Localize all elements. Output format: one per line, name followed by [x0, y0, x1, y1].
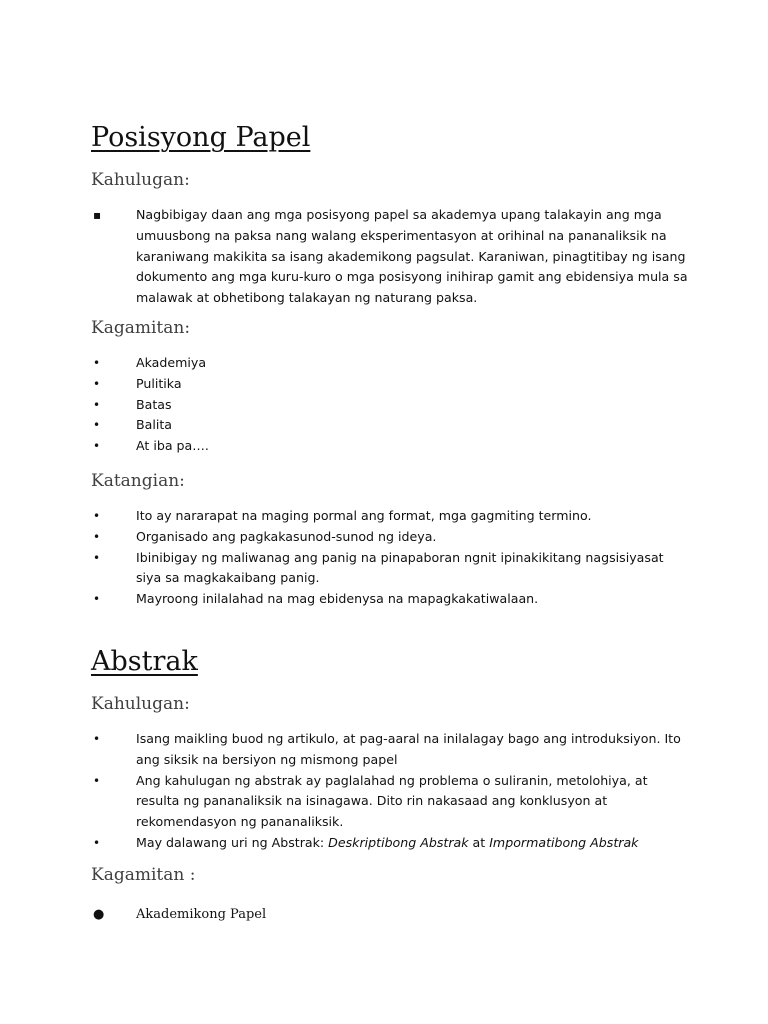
list-item-text: Organisado ang pagkakasunod-sunod ng ideya. [136, 528, 437, 544]
bullet-icon: • [93, 550, 101, 565]
list-item [91, 436, 591, 457]
list-item [91, 374, 591, 395]
kahulugan-heading: Kahulugan: [91, 170, 190, 190]
list-item [91, 833, 691, 854]
abstrak-kahulugan-list [91, 729, 691, 854]
bullet-icon: • [93, 773, 101, 788]
list-item-text: Ang kahulugan ng abstrak ay paglalahad ng problema o suliranin, metolohiya, at resulta ng pananaliksik na isinagawa. Dito rin nakasaad ang konklusyon at rekomendasyon ng pananaliksik. [136, 772, 648, 830]
list-item-text: Mayroong inilalahad na mag ebidenysa na mapagkakatiwalaan. [136, 591, 539, 607]
list-item-text: Pulitika [136, 375, 182, 391]
list-item [91, 415, 591, 436]
kahulugan-list [91, 205, 691, 309]
abstrak-kagamitan-list [91, 905, 591, 926]
list-item [91, 771, 691, 833]
list-item-text: Isang maikling buod ng artikulo, at pag-aaral na inilalagay bago ang introduksiyon. Ito ang siksik na bersiyon ng mismong papel [136, 731, 681, 767]
list-item [91, 527, 691, 548]
bullet-icon: • [93, 509, 101, 523]
bullet-icon: • [93, 592, 101, 607]
katangian-list [91, 506, 691, 610]
bullet-icon: • [93, 732, 101, 746]
list-item [91, 905, 591, 926]
kagamitan-list [91, 353, 591, 457]
bullet-icon: ● [93, 907, 105, 922]
bullet-icon: • [93, 439, 101, 454]
list-item [91, 729, 691, 771]
kagamitan-heading: Kagamitan: [91, 318, 191, 338]
list-item-text: Ito ay nararapat na maging pormal ang format, mga gagmiting termino. [136, 508, 592, 523]
list-item-text [136, 833, 691, 854]
list-item-text: Nagbibigay daan ang mga posisyong papel sa akademya upang talakayin ang mga umuusbong na paksa nang walang eksperimentasyon at orihinal na pananaliksik na karaniwang makikita sa isang akademikong pagsulat. Karaniwan, pinagtitibay ng isang dokumento ang mga kuru-kuro o mga posisyong inihirap gamit ang ebidensiya mula sa malawak at obhetibong talakayan ng naturang paksa. [136, 207, 688, 306]
uri-prefix: May dalawang uri ng Abstrak: [136, 834, 329, 850]
list-item-text: Batas [136, 396, 172, 412]
list-item [91, 395, 591, 416]
bullet-icon: • [93, 376, 101, 391]
list-item-text: Ibinibigay ng maliwanag ang panig na pinapaboran ngnit ipinakikitang nagsisiyasat siya sa magkakaibang panig. [136, 549, 664, 586]
uri-impormatibo: Impormatibong Abstrak [489, 834, 639, 850]
square-bullet-icon: ▪ [93, 208, 102, 222]
katangian-heading: Katangian: [91, 471, 185, 491]
list-item [91, 506, 691, 527]
bullet-icon: • [93, 356, 101, 370]
list-item [91, 353, 591, 374]
uri-deskriptibo: Deskriptibong Abstrak [328, 834, 469, 850]
section-title-posisyong-papel: Posisyong Papel [91, 122, 311, 153]
bullet-icon: • [93, 418, 101, 433]
uri-connector: at [468, 834, 490, 850]
kagamitan-heading: Kagamitan : [91, 865, 196, 885]
list-item-text: Akademikong Papel [136, 907, 267, 922]
bullet-icon: • [93, 835, 101, 850]
list-item [91, 548, 691, 590]
bullet-icon: • [93, 529, 101, 544]
kahulugan-heading: Kahulugan: [91, 694, 190, 714]
bullet-icon: • [93, 397, 101, 412]
list-item-text: Akademiya [136, 355, 207, 370]
section-title-abstrak: Abstrak [91, 646, 198, 677]
list-item-text: Balita [136, 417, 173, 433]
list-item-text: At iba pa…. [136, 438, 209, 454]
list-item [91, 589, 691, 610]
list-item [91, 205, 691, 309]
